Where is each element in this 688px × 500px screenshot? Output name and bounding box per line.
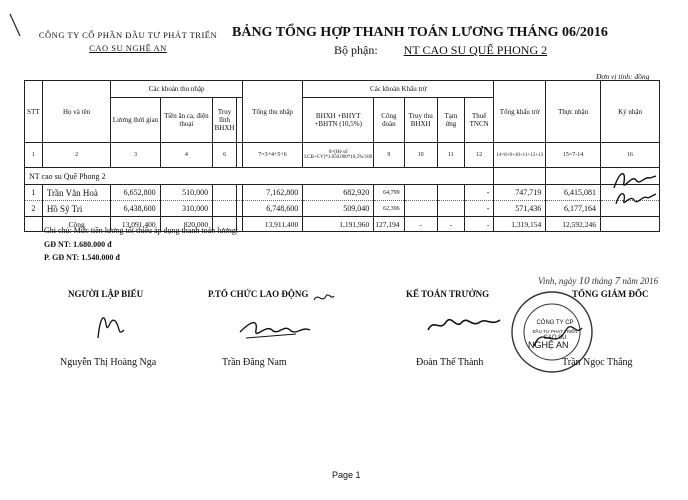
stamp-line4: NGHỆ AN (528, 340, 569, 350)
hdr-income-group: Các khoản thu nhập (111, 81, 242, 98)
hdr-kynhan: Ký nhận (601, 81, 660, 143)
role-lap: NGƯỜI LẬP BIỂU (68, 289, 144, 299)
hdr-tienan: Tiền ăn ca, điện thoại (160, 98, 212, 143)
hdr-truythu: Truy thu BHXH (404, 98, 437, 143)
num-cell: 16 (601, 143, 660, 168)
date-prefix: Vinh, ngày (538, 276, 577, 286)
stamp-line3: CAO SU (543, 335, 567, 341)
signature-tc (236, 314, 316, 344)
department (334, 43, 547, 58)
total-truythu: - (404, 217, 437, 232)
formula-row (25, 143, 660, 168)
note: Ghi chú: Mức tiền lương tối thiểu áp dụng thanh toán lương: (44, 226, 239, 235)
hdr-luong: Lương thời gian (111, 98, 160, 143)
num-cell: 15=7-14 (546, 143, 601, 168)
total-congdoan: 127,194 (374, 217, 404, 232)
stamp-line2: ĐẦU TƯ PHÁT TRIỂN (532, 328, 578, 334)
date-year: năm 2016 (622, 276, 659, 286)
cell-name: Trần Văn Hoà (42, 185, 111, 201)
company-header (18, 30, 238, 53)
cell-thucnhan: 6,415,081 (546, 185, 601, 201)
num-cell: 8=(Hệ số LCB+CV)*1.050.000*10,5%/100 (303, 143, 374, 168)
num-cell: 14=8+9+10+11+12+13 (494, 143, 546, 168)
unit-label: Đơn vị tính: đồng (596, 72, 650, 81)
role-tc: P.TỔ CHỨC LAO ĐỘNG (208, 289, 309, 299)
date-month: 7 (614, 275, 621, 287)
cell-congdoan: 64,799 (374, 185, 404, 201)
signature-mark (312, 290, 336, 306)
payroll-table (24, 80, 660, 232)
signer-lap: Nguyễn Thị Hoàng Nga (60, 357, 157, 368)
cell-congdoan: 62,396 (374, 201, 404, 217)
dept-label: Bộ phận: (334, 43, 378, 57)
cell-thue: - (464, 201, 493, 217)
date-month-label: tháng (591, 276, 613, 286)
signer-tc: Trần Đăng Nam (222, 357, 287, 368)
num-cell: 3 (111, 143, 160, 168)
cell-tong-kt: 747,719 (494, 185, 546, 201)
hdr-deduct-group: Các khoản Khấu trừ (303, 81, 494, 98)
role-gd: TỔNG GIÁM ĐỐC (572, 289, 649, 299)
cell-thucnhan: 6,177,164 (546, 201, 601, 217)
signature-kt (424, 312, 504, 338)
min-wage-gd: GĐ NT: 1.680.000 đ (44, 240, 112, 249)
cell-luong: 6,652,800 (111, 185, 160, 201)
hdr-name: Họ và tên (42, 81, 111, 143)
hdr-stt: STT (25, 81, 43, 143)
role-kt: KẾ TOÁN TRƯỞNG (406, 289, 490, 299)
cell-tienan: 510,000 (160, 185, 212, 201)
cell-tienan: 310,000 (160, 201, 212, 217)
cell-stt: 1 (25, 185, 43, 201)
cell-name: Hồ Sỹ Tri (42, 201, 111, 217)
total-bhxh: 1,191,960 (303, 217, 374, 232)
total-tong-thu: 13,911,400 (242, 217, 302, 232)
page-title: BẢNG TỔNG HỢP THANH TOÁN LƯƠNG THÁNG 06/2016 (232, 25, 608, 40)
page-number: Page 1 (332, 470, 361, 480)
signature-row2 (612, 188, 658, 210)
total-thue: - (464, 217, 493, 232)
cell-tong-thu: 6,748,600 (242, 201, 302, 217)
hdr-bhxh: BHXH +BHYT +BHTN (10,5%) (303, 98, 374, 143)
group-label: NT cao su Quế Phong 2 (25, 168, 494, 185)
total-luong: 13,091,400 (111, 217, 160, 232)
hdr-congdoan: Công đoàn (374, 98, 404, 143)
num-cell: 1 (25, 143, 43, 168)
stamp-line1: CÔNG TY CP (536, 320, 574, 326)
cell-stt: 2 (25, 201, 43, 217)
min-wage-pgd: P. GĐ NT: 1.540.000 đ (44, 253, 120, 262)
cell-tong-kt: 571,436 (494, 201, 546, 217)
hdr-tamung: Tạm ứng (437, 98, 464, 143)
hdr-truylinh: Truy lĩnh BHXH (213, 98, 237, 143)
num-cell: 2 (42, 143, 111, 168)
table-row (25, 201, 660, 217)
hdr-tong-kt: Tổng khấu trừ (494, 81, 546, 143)
num-cell: 11 (437, 143, 464, 168)
total-tamung: - (437, 217, 464, 232)
cell-bhxh: 509,040 (303, 201, 374, 217)
num-cell: 7=3+4+5+6 (242, 143, 302, 168)
cell-thue: - (464, 185, 493, 201)
company-line2: CAO SU NGHỆ AN (89, 43, 167, 53)
cell-tong-thu: 7,162,800 (242, 185, 302, 201)
dept-value: NT CAO SU QUẾ PHONG 2 (403, 43, 548, 57)
total-tong-kt: 1,319,154 (494, 217, 546, 232)
hdr-thue: Thuế TNCN (464, 98, 493, 143)
num-cell: 4 (160, 143, 212, 168)
total-label: Cộng (42, 217, 111, 232)
cell-bhxh: 682,920 (303, 185, 374, 201)
total-tienan: 820,000 (160, 217, 212, 232)
table-row (25, 185, 660, 201)
cell-luong: 6,438,600 (111, 201, 160, 217)
hdr-thucnhan: Thực nhận (546, 81, 601, 143)
num-cell: 9 (374, 143, 404, 168)
signer-gd: Trần Ngọc Thắng (562, 357, 633, 368)
sign-date (538, 275, 658, 287)
hdr-tong-thu: Tổng thu nhập (242, 81, 302, 143)
company-line1: CÔNG TY CỔ PHẦN ĐẦU TƯ PHÁT TRIỂN (38, 30, 218, 40)
signature-lap (92, 308, 132, 344)
signer-kt: Đoàn Thế Thành (416, 357, 484, 368)
total-thucnhan: 12,592,246 (546, 217, 601, 232)
date-day: 10 (578, 275, 590, 287)
hdr-blank (237, 98, 243, 143)
num-cell: 6 (213, 143, 237, 168)
num-cell: 10 (404, 143, 437, 168)
num-cell: 12 (464, 143, 493, 168)
